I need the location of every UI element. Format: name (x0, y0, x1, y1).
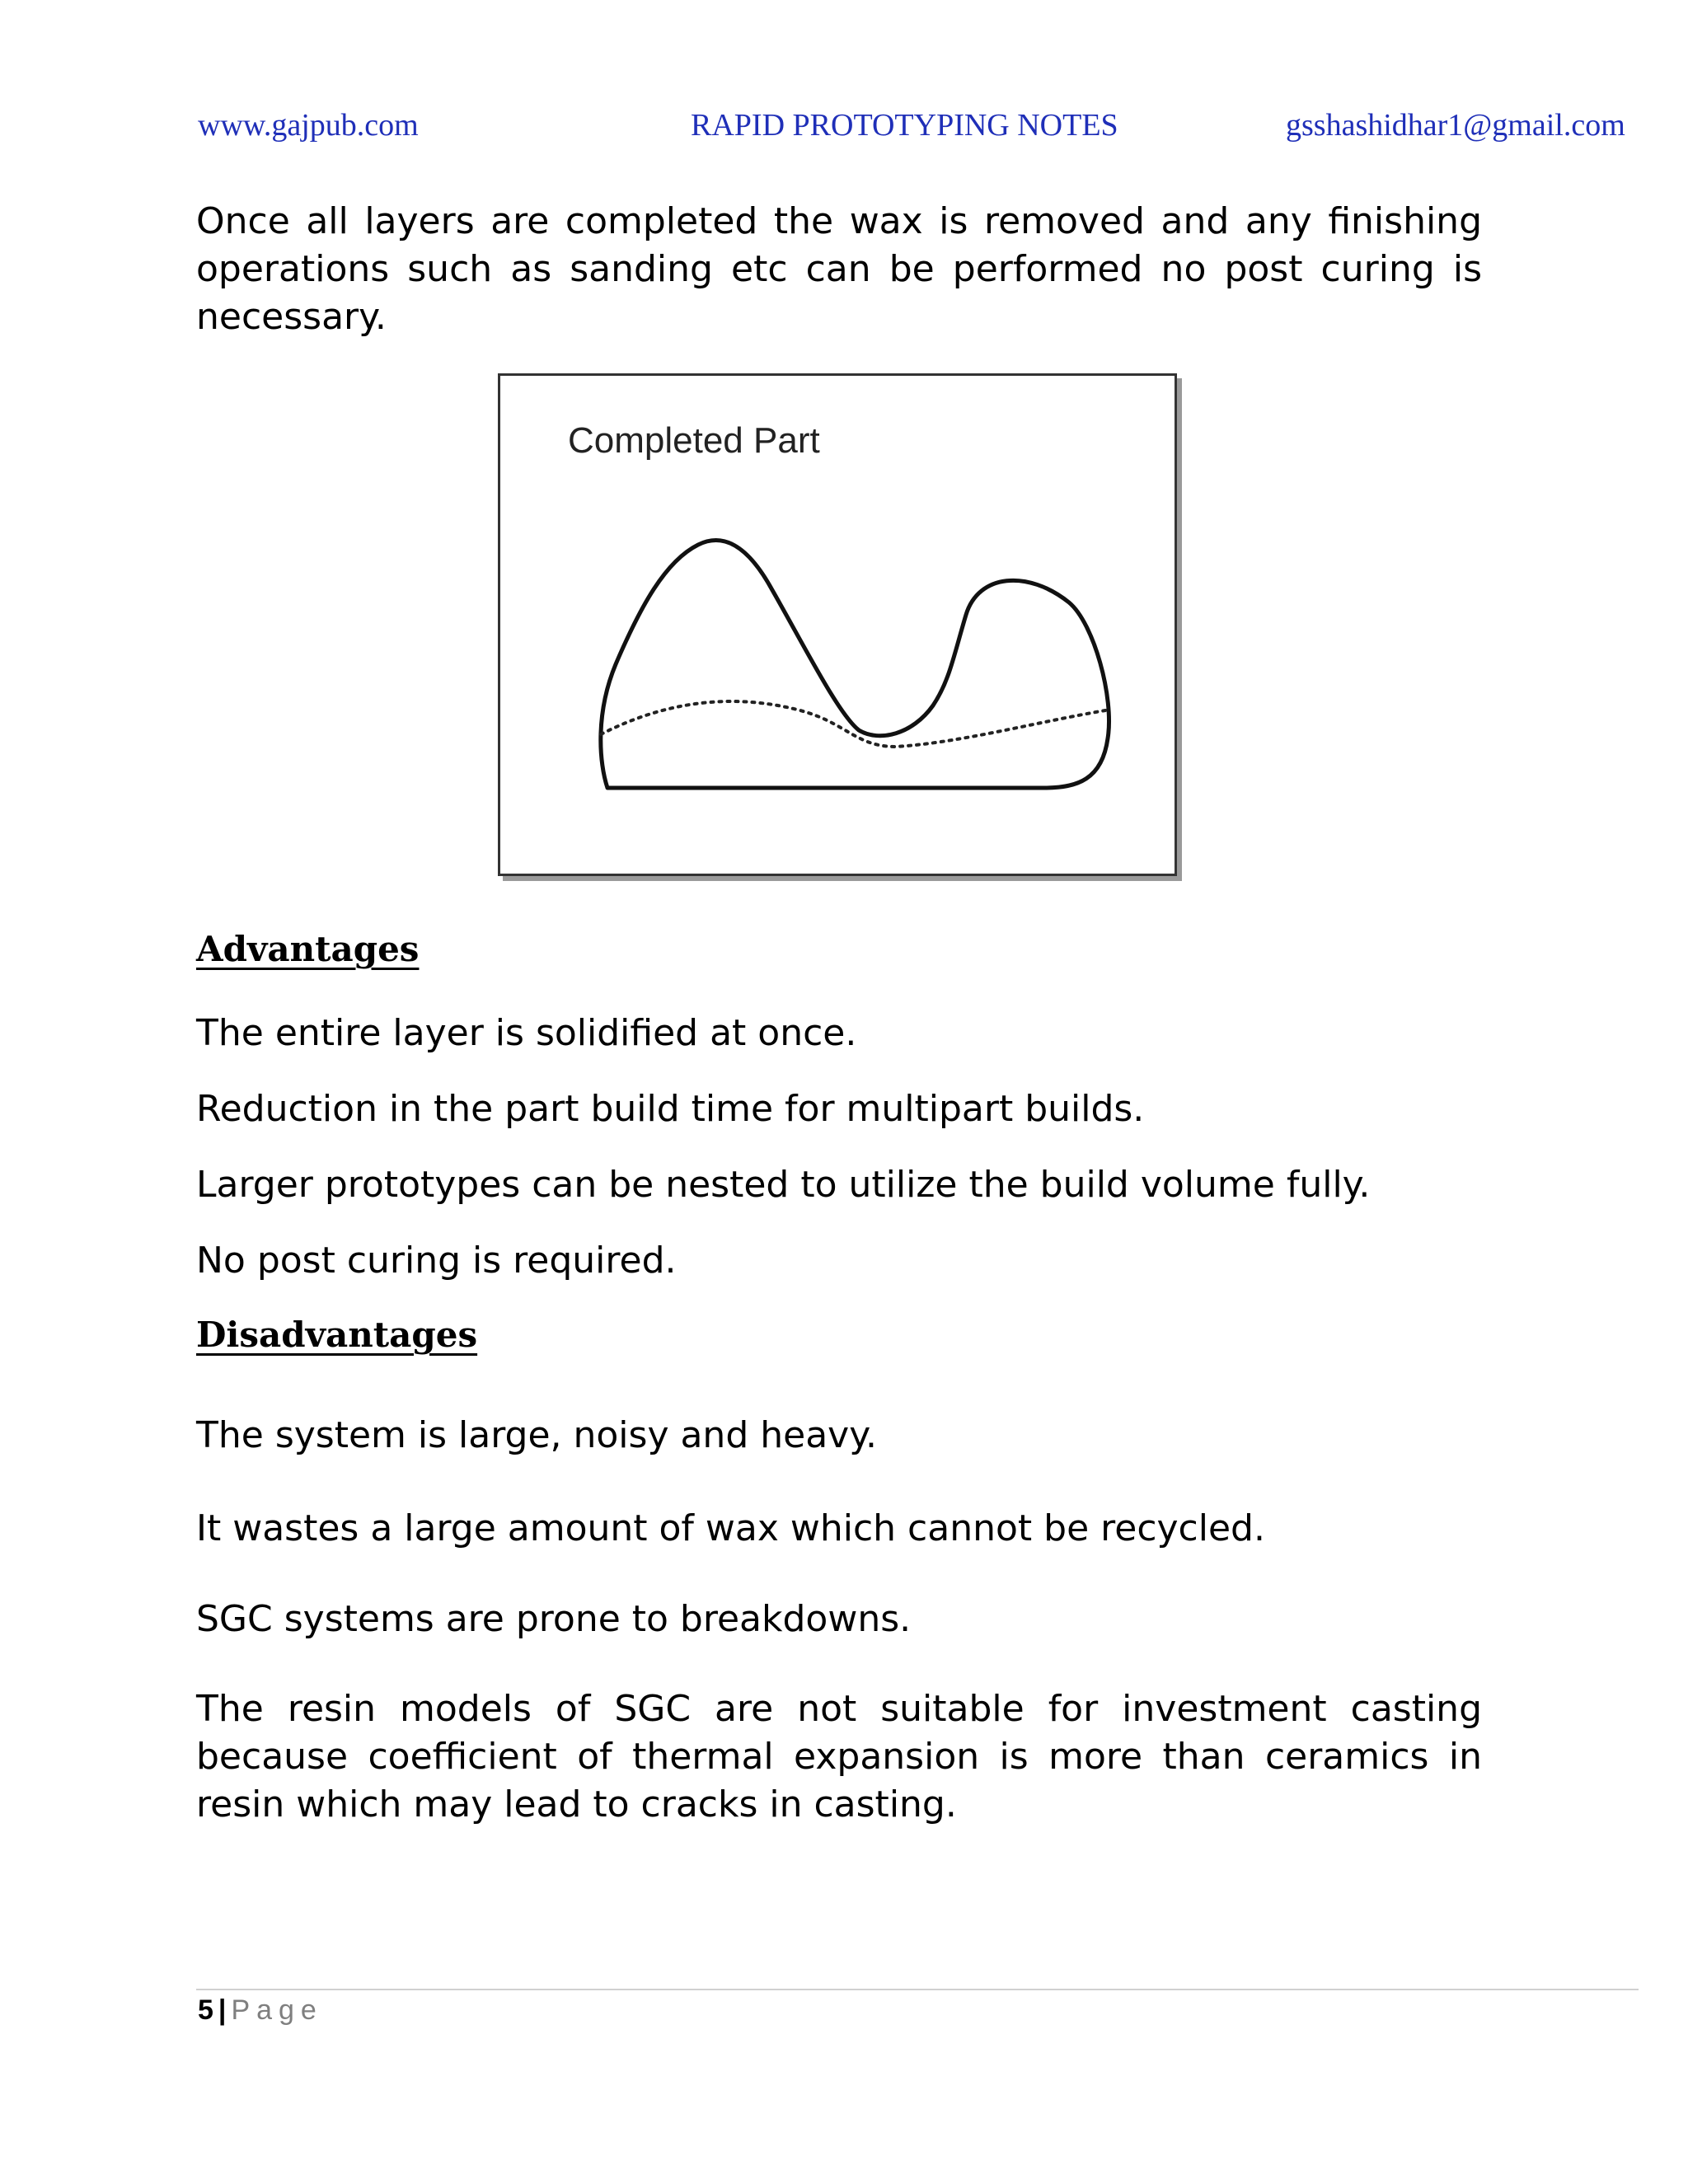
advantage-item: The entire layer is solidified at once. (196, 1012, 857, 1054)
page-footer (198, 1994, 323, 2027)
part-outline (601, 541, 1109, 788)
advantage-item: Reduction in the part build time for multipart builds. (196, 1088, 1145, 1130)
intro-paragraph: Once all layers are completed the wax is removed and any finishing operations such as sanding etc can be performed no post curing is necessary. (196, 200, 1482, 338)
footer-separator: | (218, 1994, 227, 2026)
header-email: gsshashidhar1@gmail.com (1286, 108, 1625, 143)
figure-label: Completed Part (568, 420, 820, 461)
footer-divider (196, 1989, 1639, 1990)
completed-part-drawing (500, 376, 1175, 874)
disadvantage-item: The system is large, noisy and heavy. (196, 1414, 877, 1456)
disadvantage-item: The resin models of SGC are not suitable for investment casting because coefficient of thermal expansion is more than ceramics in resin which may lead to cracks in casting. (196, 1688, 1482, 1825)
disadvantage-item: It wastes a large amount of wax which cannot be recycled. (196, 1507, 1265, 1549)
page-number: 5 (198, 1994, 213, 2026)
wax-boundary (601, 701, 1110, 747)
page-label: Page (231, 1994, 323, 2026)
completed-part-figure (498, 373, 1177, 876)
header-title: RAPID PROTOTYPING NOTES (691, 108, 1118, 143)
advantages-heading: Advantages (196, 929, 420, 969)
page-header (0, 107, 1688, 148)
header-website: www.gajpub.com (198, 108, 419, 143)
intro-section (196, 198, 1482, 341)
advantage-item: Larger prototypes can be nested to utilize the build volume fully. (196, 1164, 1371, 1206)
disadvantages-heading: Disadvantages (196, 1315, 478, 1355)
disadvantage-item: SGC systems are prone to breakdowns. (196, 1598, 912, 1640)
advantage-item: No post curing is required. (196, 1240, 677, 1282)
